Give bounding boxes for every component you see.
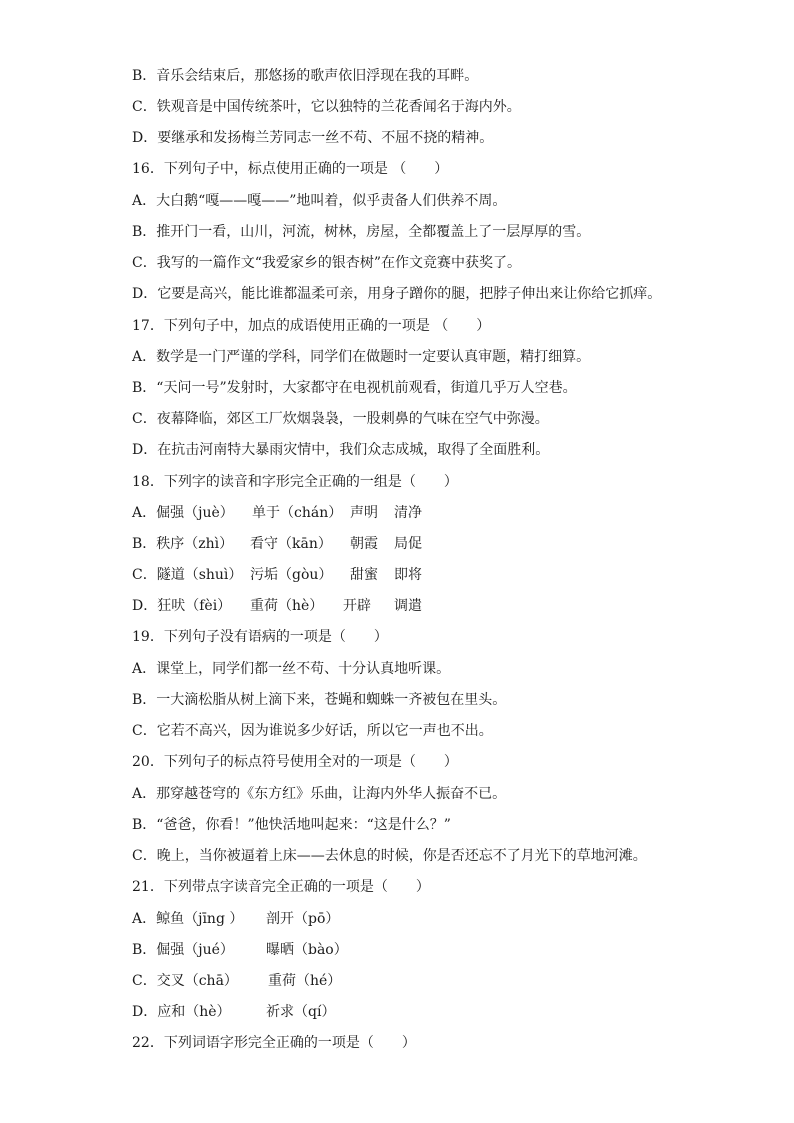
q18-a-item3: 声明 [350, 505, 378, 521]
q18-d-item2: 重荷（hè） [250, 598, 324, 614]
q18-c-item2: 污垢（gòu） [250, 567, 333, 583]
q20-option-a: A．那穿越苍穹的《东方红》乐曲，让海内外华人振奋不已。 [132, 786, 507, 802]
q15-option-c: C．铁观音是中国传统茶叶，它以独特的兰花香闻名于海内外。 [132, 99, 521, 115]
q17-option-a: A．数学是一门严谨的学科，同学们在做题时一定要认真审题，精打细算。 [132, 349, 591, 365]
q18-b-item1: B．秩序（zhì） [132, 536, 234, 552]
q16-option-d: D．它要是高兴，能比谁都温柔可亲，用身子蹭你的腿，把脖子伸出来让你给它抓痒。 [132, 286, 662, 302]
q21-c-item1: C．交叉（chā） [132, 973, 238, 989]
q18-d-item1: D．狂吠（fèi） [132, 598, 232, 614]
q18-c-item3: 甜蜜 [350, 567, 378, 583]
q18-stem: 18．下列字的读音和字形完全正确的一组是（ ） [132, 474, 458, 490]
q18-a-item4: 清净 [394, 505, 422, 521]
q17-option-d: D．在抗击河南特大暴雨灾情中，我们众志成城，取得了全面胜利。 [132, 442, 550, 458]
q21-a-item1: A．鲸鱼（jīng ） [132, 911, 244, 927]
q20-option-b: B．“爸爸，你看！”他快活地叫起来：“这是什么？” [132, 817, 451, 833]
q18-d-item3: 开辟 [343, 598, 371, 614]
q18-a-item2: 单于（chán） [252, 505, 343, 521]
q15-option-d: D．要继承和发扬梅兰芳同志一丝不苟、不屈不挠的精神。 [132, 130, 494, 146]
q16-option-a: A．大白鹅“嘎——嘎——”地叫着，似乎责备人们供养不周。 [132, 193, 507, 209]
q17-stem: 17．下列句子中，加点的成语使用正确的一项是 （ ） [132, 318, 491, 334]
q18-b-item3: 朝霞 [350, 536, 378, 552]
q20-option-c: C．晚上，当你被逼着上床——去休息的时候，你是否还忘不了月光下的草地河滩。 [132, 848, 647, 864]
q19-option-c: C．它若不高兴，因为谁说多少好话，所以它一声也不出。 [132, 723, 493, 739]
q21-a-item2: 剖开（pō） [266, 911, 340, 927]
q18-b-item4: 局促 [394, 536, 422, 552]
q21-b-item1: B．倔强（jué） [132, 942, 234, 958]
q16-option-b: B．推开门一看，山川，河流，树林，房屋，全都覆盖上了一层厚厚的雪。 [132, 224, 591, 240]
q19-option-b: B．一大滴松脂从树上滴下来，苍蝇和蜘蛛一齐被包在里头。 [132, 692, 507, 708]
q18-c-item1: C．隧道（shuì） [132, 567, 243, 583]
q21-d-item2: 祈求（qí） [266, 1004, 336, 1020]
q18-b-item2: 看守（kān） [250, 536, 332, 552]
q21-b-item2: 曝晒（bào） [266, 942, 348, 958]
q15-option-b: B．音乐会结束后，那悠扬的歌声依旧浮现在我的耳畔。 [132, 68, 479, 84]
q18-c-item4: 即将 [394, 567, 422, 583]
q20-stem: 20．下列句子的标点符号使用全对的一项是（ ） [132, 754, 458, 770]
q18-a-item1: A．倔强（juè） [132, 505, 234, 521]
q21-stem: 21．下列带点字读音完全正确的一项是（ ） [132, 879, 430, 895]
q17-option-c: C．夜幕降临，郊区工厂炊烟袅袅，一股刺鼻的气味在空气中弥漫。 [132, 411, 549, 427]
q22-stem: 22．下列词语字形完全正确的一项是（ ） [132, 1035, 416, 1051]
q21-d-item1: D．应和（hè） [132, 1004, 231, 1020]
q21-c-item2: 重荷（hé） [268, 973, 342, 989]
q18-d-item4: 调遣 [394, 598, 422, 614]
q19-option-a: A．课堂上，同学们都一丝不苟、十分认真地听课。 [132, 661, 451, 677]
q17-option-b: B．“天问一号”发射时，大家都守在电视机前观看，街道几乎万人空巷。 [132, 380, 577, 396]
q16-stem: 16．下列句子中，标点使用正确的一项是 （ ） [132, 161, 449, 177]
q16-option-c: C．我写的一篇作文“我爱家乡的银杏树”在作文竞赛中获奖了。 [132, 255, 522, 271]
q19-stem: 19．下列句子没有语病的一项是（ ） [132, 629, 388, 645]
